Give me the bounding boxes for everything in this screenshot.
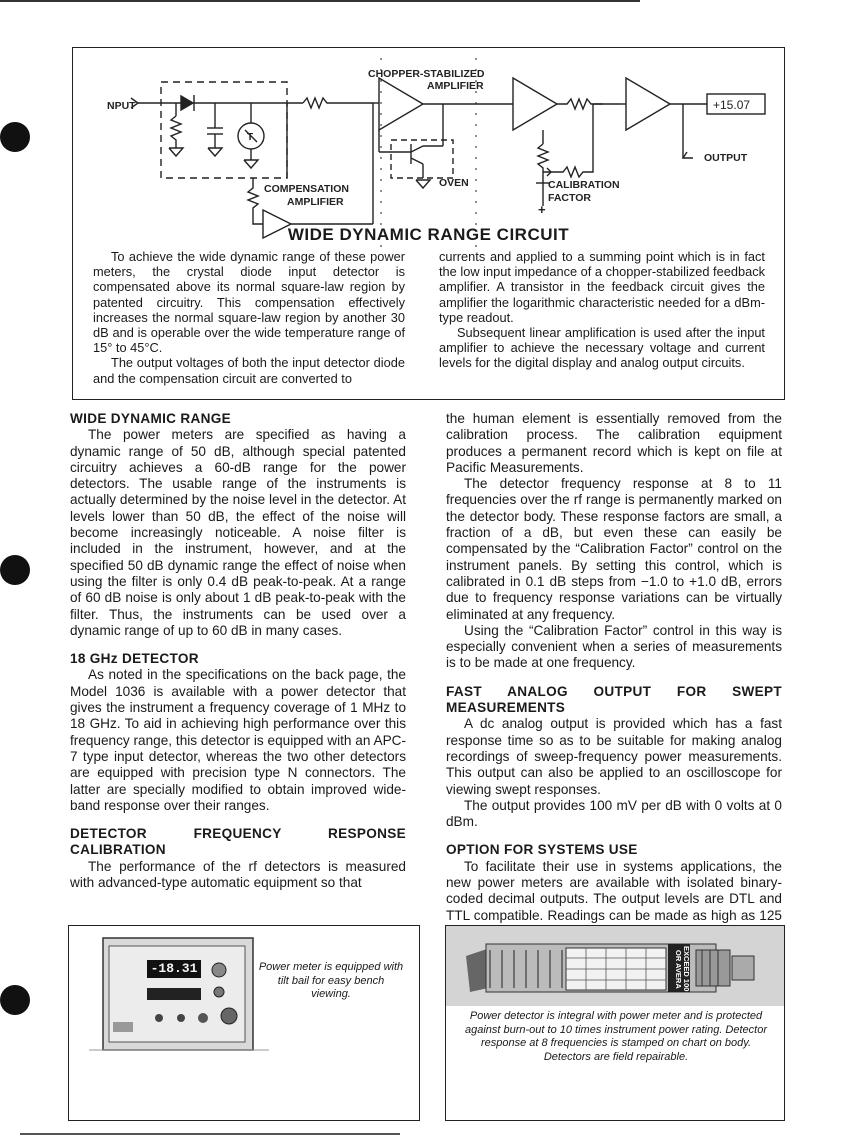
para-dc-analog: A dc analog output is provided which has a fast response time so as to be suitable for making analog recordings of sweep-frequency power measurements. This output can also be applied to an oscilloscope for viewing swept responses. bbox=[446, 716, 782, 797]
power-meter-photo bbox=[69, 926, 419, 1120]
photo-power-meter-box bbox=[68, 925, 420, 1121]
para-18ghz-detector: As noted in the specifications on the back page, the Model 1036 is available with a power detector that gives the instrument a frequency coverage of 1 MHz to 18 GHz. To aid in achieving high performance over this frequency range, this detector is equipped with an APC-7 type input detector, whereas the two other detectors are equipped with precision type N connectors. The latter are specially modified to obtain improved wide-band response over their ranges. bbox=[70, 667, 406, 813]
caption-left-p1: To achieve the wide dynamic range of these power meters, the crystal diode input detector is compensated above its normal square-law region by patented circuitry. This compensation effectively increases the normal square-law region by another 30 dB and is operable over the wide temperature range of 15° to 45°C. bbox=[93, 249, 405, 356]
circuit-diagram bbox=[73, 48, 784, 248]
caption-right-p2: Subsequent linear amplification is used after the input amplifier to achieve the necessary voltage and current levels for the digital display and analog output circuits. bbox=[439, 325, 765, 371]
diode-icon bbox=[181, 96, 193, 110]
input-label: NPUT bbox=[107, 100, 136, 112]
right-column bbox=[446, 411, 782, 940]
para-detector-response: The detector frequency response at 8 to 11 frequencies over the rf range is permanently marked on the detector body. These response factors are small, a fraction of a dB, but even these can easily be compensated by the “Calibration Factor” control on the instrument panels. By setting this control, which is calibrated in 0.1 dB steps from −1.0 to +1.0 dB, errors due to frequency response variations can be virtually eliminated at any frequency. bbox=[446, 476, 782, 622]
caption-right bbox=[439, 249, 765, 371]
caption-left-p2: The output voltages of both the input detector diode and the compensation circuit are converted to bbox=[93, 355, 405, 386]
para-wide-dynamic-range: The power meters are specified as having a dynamic range of 50 dB, although special patented circuitry achieves a 60-dB range for the power detectors. The usable range of the instruments is actually determined by the noise level in the detector. At levels lower than 50 dB, the effect of the noise will become increasingly noticeable. A noise filter is included in the instrument, however, and at the specified 50 dB dynamic range the effect of noise when using the filter is only 0.4 dB peak-to-peak. At a range of 60 dB noise is only about 1 dB peak-to-peak with the filter. Thus, the instruments can be used over a dynamic range of up to 60 dB in many cases. bbox=[70, 427, 406, 638]
meter-display-readout: -18.31 bbox=[150, 961, 198, 976]
display-readout: +15.07 bbox=[713, 98, 751, 112]
para-systems-use: To facilitate their use in systems applications, the new power meters are available with isolated binary-coded decimal outputs. The output levels are DTL and TTL compatible. Readings can be made as high as 125 bbox=[446, 858, 782, 923]
binder-hole-bottom bbox=[0, 985, 30, 1015]
linear-amplifier-1 bbox=[513, 78, 557, 130]
binder-hole-top bbox=[0, 122, 30, 152]
caption-right-p1: currents and applied to a summing point which is in fact the low input impedance of a chopper-stabilized feedback amplifier. A transistor in the feedback circuit gives the amplifier the logarithmic characteristic needed for a dBm-type readout. bbox=[439, 249, 765, 325]
top-rule bbox=[0, 0, 640, 2]
caption-left bbox=[93, 249, 405, 386]
input-resistor bbox=[303, 98, 373, 108]
para-frequency-response: The performance of the rf detectors is measured with advanced-type automatic equipment so that bbox=[70, 858, 406, 891]
circuit-title: WIDE DYNAMIC RANGE CIRCUIT bbox=[287, 225, 570, 244]
photo-left-caption: Power meter is equipped with tilt bail for easy bench viewing. bbox=[258, 961, 404, 1000]
chopper-amplifier-label: AMPLIFIER bbox=[427, 80, 484, 92]
photo-right-caption: Power detector is integral with power meter and is protected against burn-out to 10 times instrument power rating. Detector response at 8 frequencies is stamped on chart on body. Detectors are field repairable. bbox=[464, 1010, 768, 1063]
output-label: OUTPUT bbox=[704, 152, 748, 164]
heading-18ghz-detector: 18 GHz DETECTOR bbox=[70, 651, 199, 667]
calibration-label: CALIBRATION bbox=[548, 179, 620, 191]
heading-frequency-response: DETECTOR FREQUENCY RESPONSE CALIBRATION bbox=[70, 826, 406, 858]
oven-box bbox=[391, 140, 453, 178]
heading-fast-analog-output: FAST ANALOG OUTPUT FOR SWEPT MEASUREMENTS bbox=[446, 683, 782, 716]
factor-label: FACTOR bbox=[548, 192, 591, 204]
heading-systems-use: OPTION FOR SYSTEMS USE bbox=[446, 842, 638, 858]
thermistor-label: T bbox=[247, 132, 254, 143]
para-output-provides: The output provides 100 mV per dB with 0 volts at 0 dBm. bbox=[446, 797, 782, 830]
chopper-label: CHOPPER-STABILIZED bbox=[368, 68, 485, 80]
chopper-amplifier bbox=[379, 78, 423, 130]
compensation-label: COMPENSATION bbox=[264, 183, 349, 195]
linear-amplifier-2 bbox=[626, 78, 670, 130]
heading-wide-dynamic-range: WIDE DYNAMIC RANGE bbox=[70, 411, 231, 426]
detector-body-stamp: EXCEED 100 OR AVERA bbox=[674, 946, 691, 992]
plus-sign: + bbox=[538, 202, 546, 217]
oven-label: OVEN bbox=[439, 177, 469, 189]
bottom-rule bbox=[20, 1133, 400, 1135]
photo-detector-box bbox=[445, 925, 785, 1121]
para-human-element: the human element is essentially removed from the calibration process. The calibration equipment produces a permanent record which is kept on file at Pacific Measurements. bbox=[446, 411, 782, 475]
left-column bbox=[70, 411, 406, 891]
binder-hole-middle bbox=[0, 555, 30, 585]
para-calibration-factor: Using the “Calibration Factor” control in this way is especially convenient when a series of measurements is to be made at one frequency. bbox=[446, 622, 782, 671]
circuit-figure bbox=[72, 47, 785, 400]
comp-amplifier-label: AMPLIFIER bbox=[287, 196, 344, 208]
